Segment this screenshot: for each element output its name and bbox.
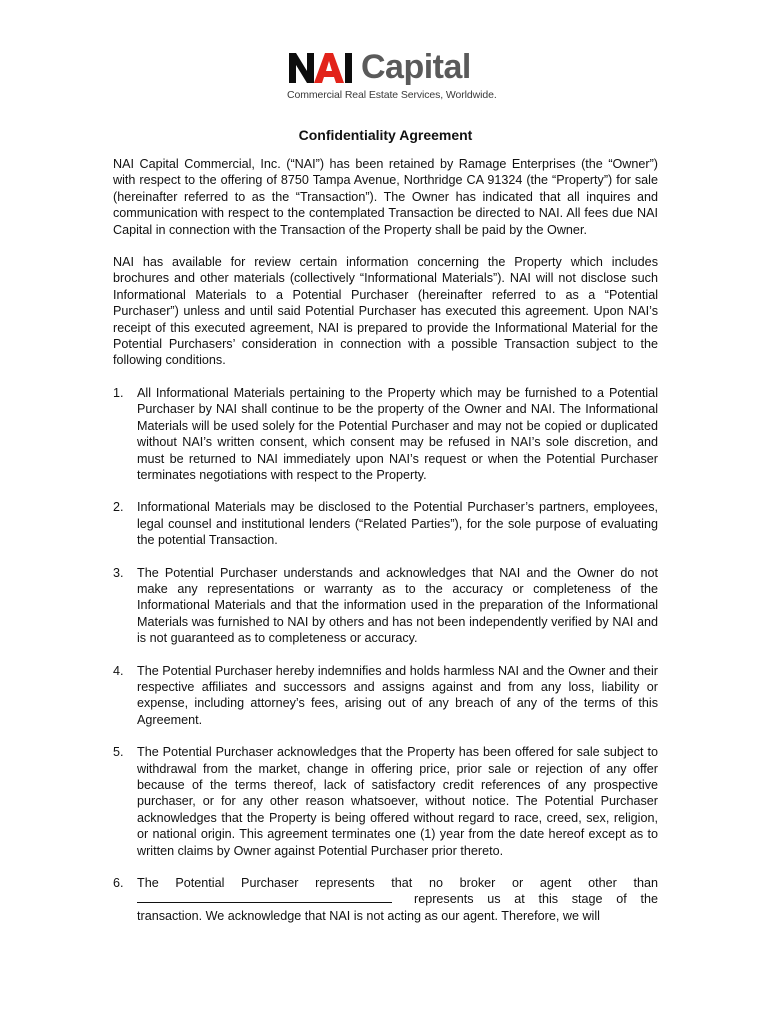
item-number: 1.	[113, 385, 124, 400]
document-title: Confidentiality Agreement	[298, 127, 473, 143]
list-item	[113, 499, 658, 548]
item-number: 6.	[113, 876, 124, 891]
list-item	[113, 875, 658, 924]
item-text: The Potential Purchaser hereby indemnifies and holds harmless NAI and the Owner and their respective affiliates and successors and assigns against and from any loss, liability or expense, including attorney’s fees, arising out of any breach of any of the terms of this Agreement.	[137, 663, 658, 727]
item6-lead-text: The Potential Purchaser represents that no broker or agent other than	[137, 876, 658, 891]
item6-trailing-text: represents us at this stage of the transaction. We acknowledge that NAI is not acting as our agent. Therefore, we will	[137, 892, 658, 923]
intro-paragraph: NAI Capital Commercial, Inc. (“NAI”) has been retained by Ramage Enterprises (the “Owner”) with respect to the offering of 8750 Tampa Avenue, Northridge CA 91324 (the “Property”) for sale (hereinafter referred to as the “Transaction”). The Owner has indicated that all inquires and communication with respect to the contemplated Transaction be directed to NAI. All fees due NAI Capital in connection with the Transaction of the Property shall be paid by the Owner.	[113, 157, 658, 237]
logo-brand-text: Capital	[361, 48, 471, 86]
item-number: 2.	[113, 500, 124, 515]
item-number: 3.	[113, 565, 124, 580]
item-text: The Potential Purchaser understands and acknowledges that NAI and the Owner do not make any representations or warranty as to the accuracy or completeness of the Informational Materials and that the information used in the preparation of the Informational Materials was furnished to NAI by others and has not been independently verified by NAI and is not guaranteed as to completeness or accuracy.	[137, 565, 658, 646]
conditions-list	[113, 385, 658, 924]
list-item	[113, 385, 658, 483]
item-text: Informational Materials may be disclosed to the Potential Purchaser’s partners, employees, legal counsel and institutional lenders (“Related Parties”), for the sole purpose of evaluating the potential Transaction.	[137, 500, 658, 548]
nai-logo-mark-icon	[287, 49, 357, 85]
nai-capital-logo	[287, 48, 497, 104]
item-text: All Informational Materials pertaining to the Property which may be furnished to a Potential Purchaser by NAI shall continue to be the property of the Owner and NAI. The Informational Materials will be used solely for the Potential Purchaser and may not be copied or duplicated without NAI’s written consent, which consent may be refused in NAI’s sole discretion, and must be returned to NAI immediately upon NAI’s request or when the Potential Purchaser terminates negotiations with respect to the Property.	[137, 385, 658, 482]
list-item	[113, 744, 658, 859]
item-text	[137, 875, 658, 924]
agreement-body	[113, 126, 658, 940]
item-number: 5.	[113, 745, 124, 760]
broker-name-blank[interactable]	[137, 891, 392, 903]
list-item	[113, 565, 658, 647]
logo-tagline: Commercial Real Estate Services, Worldwide.	[287, 89, 497, 101]
list-item	[113, 663, 658, 729]
review-paragraph: NAI has available for review certain information concerning the Property which includes brochures and other materials (collectively “Informational Materials”). NAI will not disclose such Informational Materials to a Potential Purchaser (hereinafter referred to as a “Potential Purchaser”) unless and until said Potential Purchaser has executed this agreement. Upon NAI’s receipt of this executed agreement, NAI is prepared to provide the Informational Material for the Potential Purchasers’ consideration in connection with a possible Transaction subject to the following conditions.	[113, 255, 658, 368]
item-text: The Potential Purchaser acknowledges that the Property has been offered for sale subject to withdrawal from the market, change in offering price, prior sale or rejection of any offer because of the terms thereof, lack of satisfactory credit references of any prospective purchaser, or for any other reason whatsoever, without notice. The Potential Purchaser acknowledges that the Property is being offered without regard to race, creed, sex, religion, or national origin. This agreement terminates one (1) year from the date hereof except as to written claims by Owner against Potential Purchaser prior thereto.	[137, 745, 658, 858]
item-number: 4.	[113, 663, 124, 678]
